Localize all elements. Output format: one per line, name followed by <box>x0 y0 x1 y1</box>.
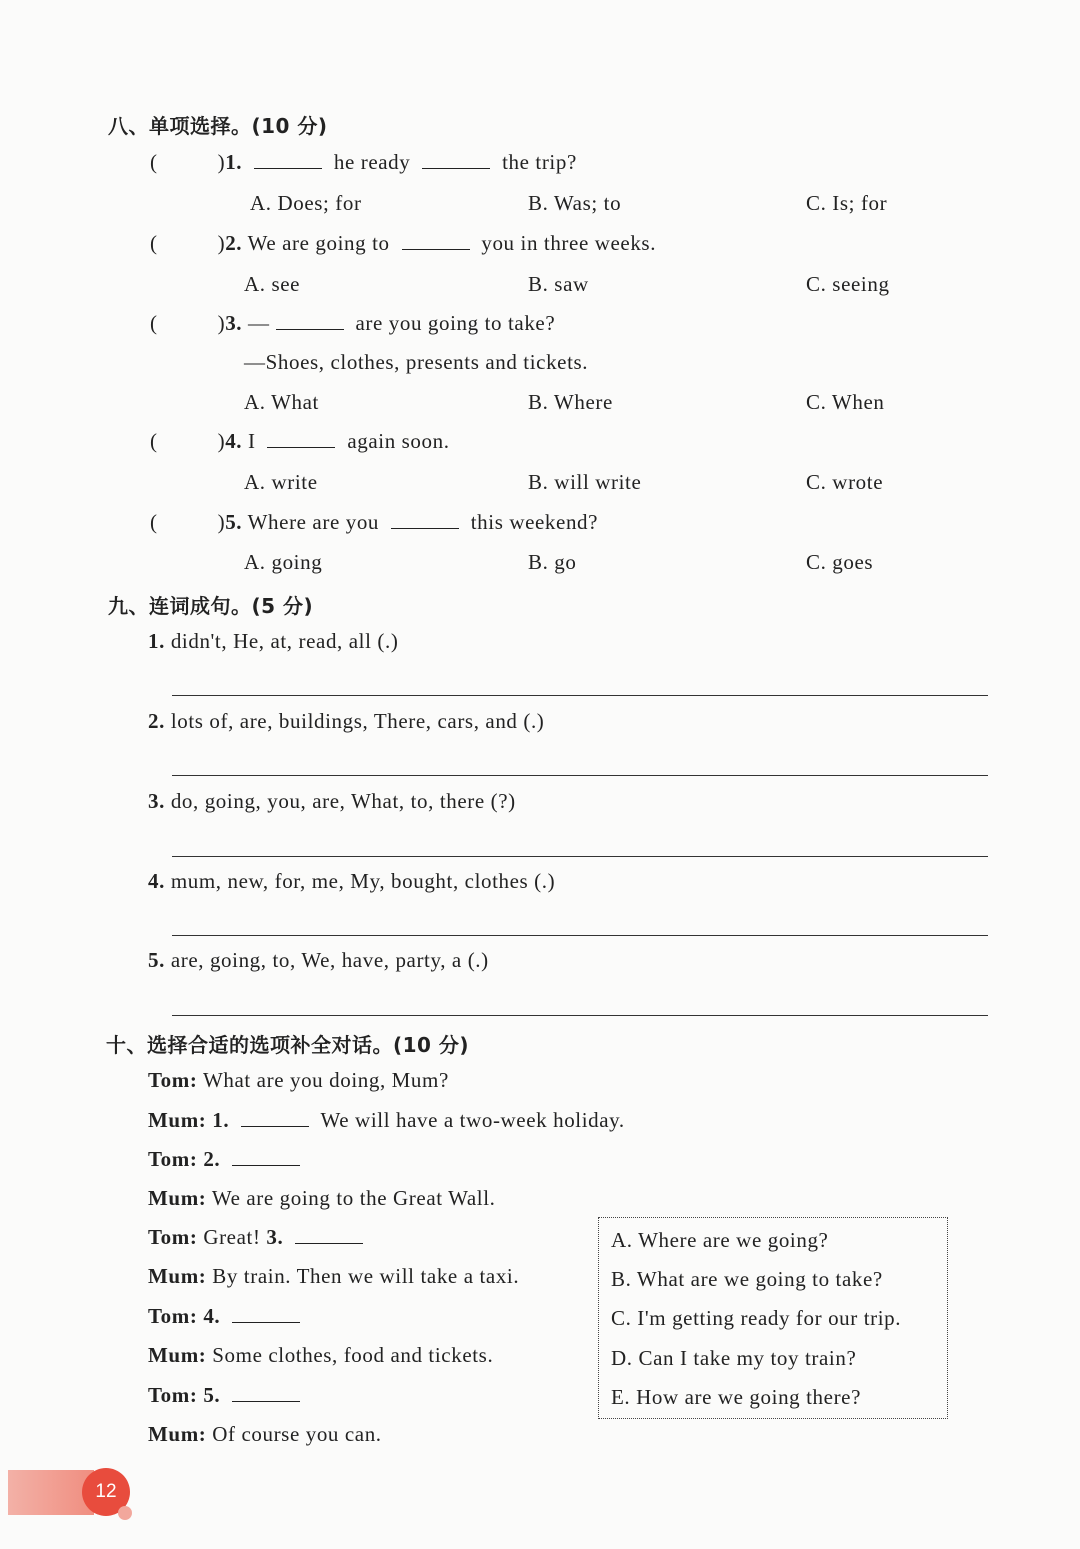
q5-row: ( )5. Where are you this weekend? <box>150 510 599 534</box>
q2-option-a[interactable]: A. see <box>244 272 301 296</box>
dialogue-line-7: Tom: 4. <box>148 1304 306 1329</box>
q3-option-c[interactable]: C. When <box>806 390 885 414</box>
option-c[interactable]: C. I'm getting ready for our trip. <box>611 1306 902 1330</box>
option-d[interactable]: D. Can I take my toy train? <box>611 1346 857 1370</box>
q5-option-a[interactable]: A. going <box>244 550 323 574</box>
section-10-heading: 十、选择合适的选项补全对话。(10 分) <box>106 1033 470 1057</box>
q1-option-a[interactable]: A. Does; for <box>250 191 362 215</box>
dialogue-line-5: Tom: Great! 3. <box>148 1225 369 1250</box>
q3-option-b[interactable]: B. Where <box>528 390 613 414</box>
answer-blank[interactable] <box>295 1225 363 1244</box>
option-e[interactable]: E. How are we going there? <box>611 1385 862 1409</box>
dialogue-line-1: Tom: What are you doing, Mum? <box>148 1068 449 1092</box>
reorder-item-5: 5. are, going, to, We, have, party, a (.) <box>148 948 489 972</box>
q4-option-b[interactable]: B. will write <box>528 470 642 494</box>
section-9-heading: 九、连词成句。(5 分) <box>108 594 314 618</box>
q1-option-b[interactable]: B. Was; to <box>528 191 622 215</box>
q5-option-c[interactable]: C. goes <box>806 550 874 574</box>
answer-blank[interactable] <box>232 1304 300 1323</box>
reorder-item-1: 1. didn't, He, at, read, all (.) <box>148 629 399 653</box>
dialogue-line-3: Tom: 2. <box>148 1147 306 1172</box>
dialogue-line-4: Mum: We are going to the Great Wall. <box>148 1186 496 1210</box>
options-box <box>598 1217 948 1419</box>
q2-option-c[interactable]: C. seeing <box>806 272 890 296</box>
dialogue-line-10: Mum: Of course you can. <box>148 1422 382 1446</box>
answer-line-2[interactable] <box>172 775 988 776</box>
option-a[interactable]: A. Where are we going? <box>611 1228 829 1252</box>
answer-blank[interactable] <box>402 231 470 250</box>
answer-blank[interactable] <box>276 311 344 330</box>
option-b[interactable]: B. What are we going to take? <box>611 1267 883 1291</box>
q2-option-b[interactable]: B. saw <box>528 272 589 296</box>
dialogue-line-9: Tom: 5. <box>148 1383 306 1408</box>
page-number-dot <box>118 1506 132 1520</box>
q4-option-c[interactable]: C. wrote <box>806 470 884 494</box>
answer-line-3[interactable] <box>172 856 988 857</box>
section-8-heading: 八、单项选择。(10 分) <box>108 114 328 138</box>
answer-blank[interactable] <box>422 150 490 169</box>
q4-row: ( )4. I again soon. <box>150 429 450 453</box>
q1-row: ( )1. he ready the trip? <box>150 150 577 174</box>
answer-blank[interactable] <box>391 510 459 529</box>
q3-option-a[interactable]: A. What <box>244 390 319 414</box>
answer-blank[interactable] <box>267 429 335 448</box>
q2-row: ( )2. We are going to you in three weeks. <box>150 231 657 255</box>
q1-option-c[interactable]: C. Is; for <box>806 191 888 215</box>
answer-blank[interactable] <box>254 150 322 169</box>
reorder-item-3: 3. do, going, you, are, What, to, there (?) <box>148 789 516 813</box>
dialogue-line-2: Mum: 1. We will have a two-week holiday. <box>148 1108 625 1132</box>
answer-blank[interactable] <box>241 1108 309 1127</box>
answer-line-1[interactable] <box>172 695 988 696</box>
dialogue-line-6: Mum: By train. Then we will take a taxi. <box>148 1264 520 1288</box>
answer-line-5[interactable] <box>172 1015 988 1016</box>
q3-row: ( )3. — are you going to take? <box>150 311 556 335</box>
q3-reply: —Shoes, clothes, presents and tickets. <box>244 350 589 374</box>
page-number: 12 <box>82 1468 130 1516</box>
answer-blank[interactable] <box>232 1147 300 1166</box>
q4-option-a[interactable]: A. write <box>244 470 318 494</box>
reorder-item-2: 2. lots of, are, buildings, There, cars, and (.) <box>148 709 545 733</box>
reorder-item-4: 4. mum, new, for, me, My, bought, clothes (.) <box>148 869 556 893</box>
answer-line-4[interactable] <box>172 935 988 936</box>
q5-option-b[interactable]: B. go <box>528 550 577 574</box>
dialogue-line-8: Mum: Some clothes, food and tickets. <box>148 1343 494 1367</box>
answer-blank[interactable] <box>232 1383 300 1402</box>
